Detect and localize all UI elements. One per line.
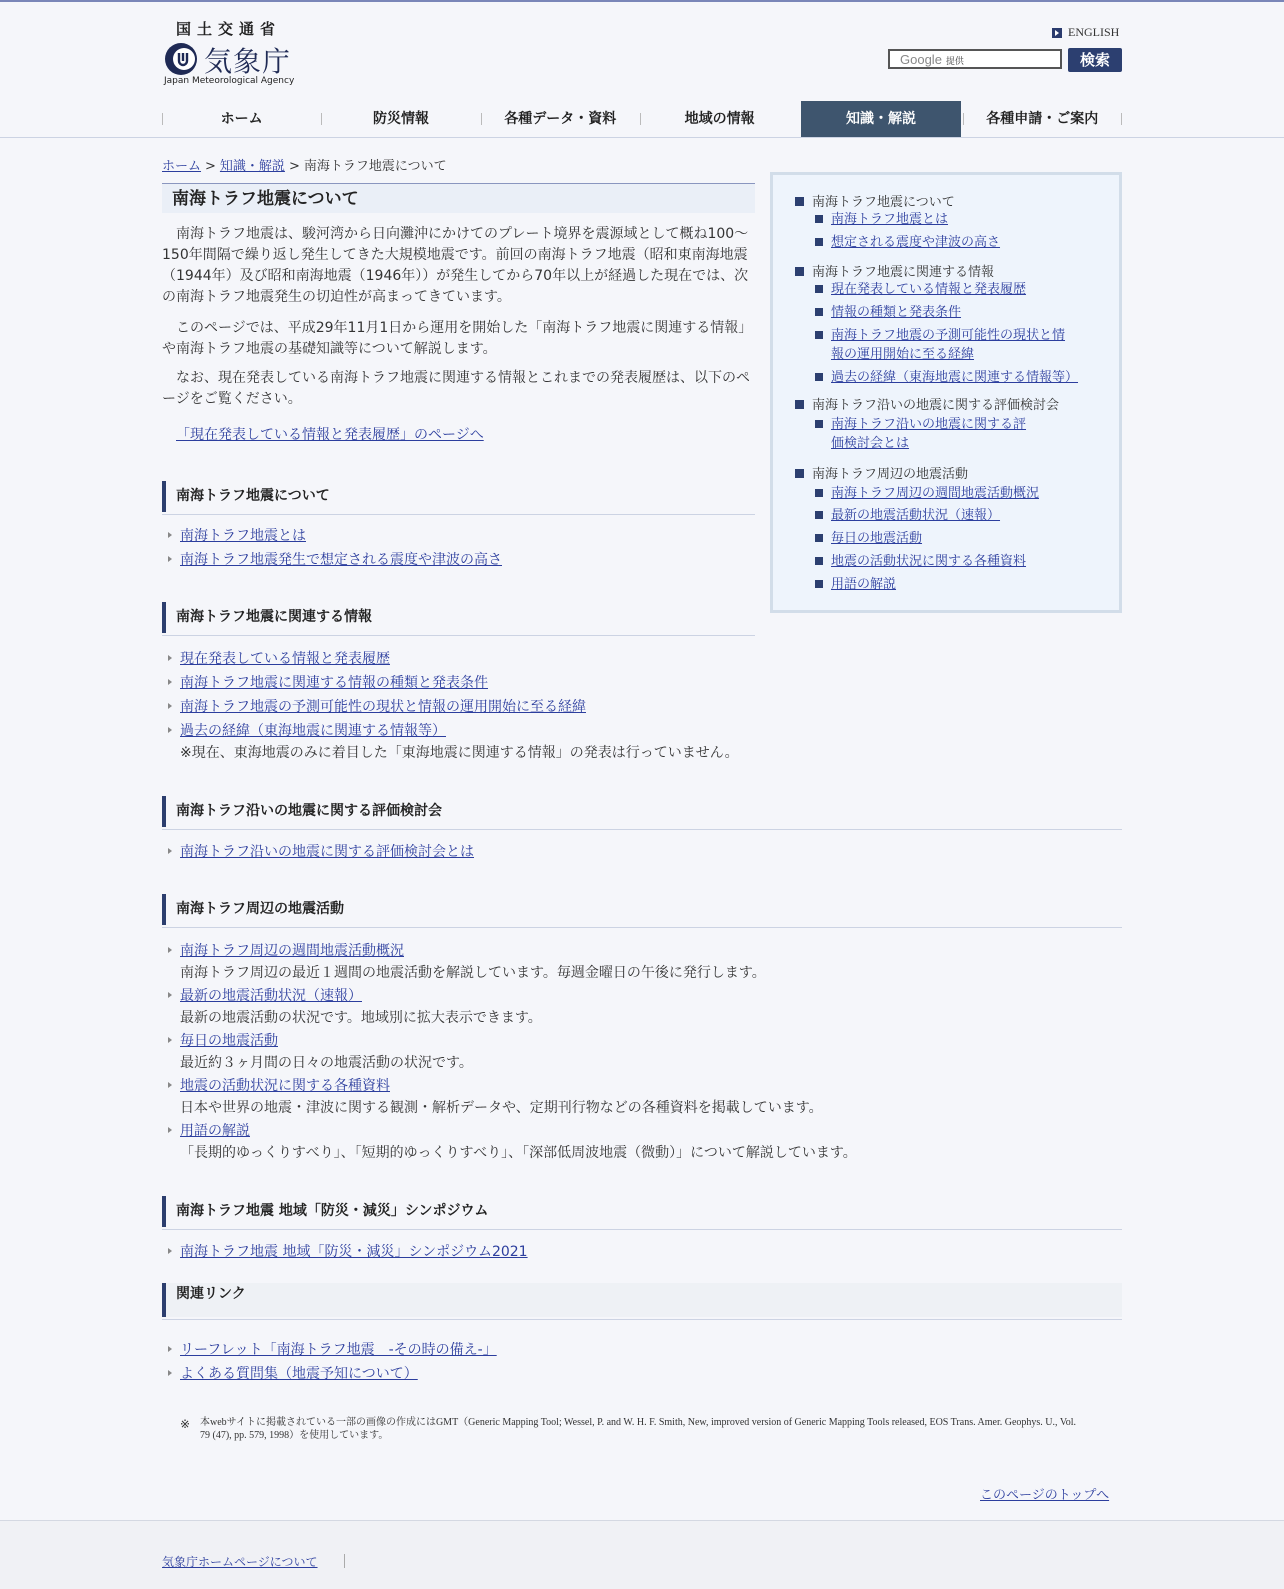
arrow-right-icon <box>168 703 172 709</box>
sidebar-item[interactable]: 過去の経緯（東海地震に関連する情報等） <box>815 368 1078 387</box>
arrow-right-icon <box>168 655 172 661</box>
footer-about-link[interactable]: 気象庁ホームページについて <box>162 1555 318 1569</box>
square-bullet-icon <box>795 400 804 409</box>
nav-knowledge[interactable]: 知識・解説 <box>801 101 960 137</box>
sidebar-item[interactable]: 南海トラフ周辺の週間地震活動概況 <box>815 484 1039 503</box>
nav-divider <box>0 137 1284 138</box>
sidebar-menu <box>770 172 1122 613</box>
arrow-right-icon <box>168 947 172 953</box>
section-heading-seismic-activity: 南海トラフ周辺の地震活動 <box>162 894 1122 925</box>
search-placeholder: Google <box>900 52 942 67</box>
section-heading-about: 南海トラフ地震について <box>162 481 755 512</box>
list-item-description: 南海トラフ周辺の最近１週間の地震活動を解説しています。毎週金曜日の午後に発行します。 <box>180 965 766 981</box>
square-bullet-icon <box>815 511 823 519</box>
arrow-right-icon <box>168 532 172 538</box>
breadcrumb-current: 南海トラフ地震について <box>303 159 447 174</box>
list-item-description: 「長期的ゆっくりすべり」、「短期的ゆっくりすべり」、「深部低周波地震（微動）」について解説しています。 <box>180 1145 857 1161</box>
nav-regional[interactable]: 地域の情報 <box>640 101 799 137</box>
arrow-right-icon <box>168 992 172 998</box>
sidebar-item[interactable]: 想定される震度や津波の高さ <box>815 233 1000 252</box>
list-item[interactable]: 毎日の地震活動 <box>168 1032 278 1050</box>
list-item[interactable]: 南海トラフ沿いの地震に関する評価検討会とは <box>168 843 474 861</box>
global-nav <box>162 101 1122 137</box>
nav-disaster-info[interactable]: 防災情報 <box>321 101 480 137</box>
sidebar-group-heading: 南海トラフ周辺の地震活動 <box>795 463 968 482</box>
section-heading-related-info: 南海トラフ地震に関連する情報 <box>162 602 755 633</box>
sidebar-item[interactable]: 南海トラフ沿いの地震に関する評価検討会とは <box>815 415 1035 453</box>
list-item[interactable]: 用語の解説 <box>168 1122 250 1140</box>
square-bullet-icon <box>815 557 823 565</box>
nav-applications[interactable]: 各種申請・ご案内 <box>963 101 1122 137</box>
nav-home[interactable]: ホーム <box>162 101 321 137</box>
sidebar-item[interactable]: 地震の活動状況に関する各種資料 <box>815 552 1026 571</box>
section-heading-related-links: 関連リンク <box>162 1283 1122 1317</box>
list-item[interactable]: 地震の活動状況に関する各種資料 <box>168 1077 390 1095</box>
sidebar-item[interactable]: 最新の地震活動状況（速報） <box>815 506 1000 525</box>
sidebar-item[interactable]: 南海トラフ地震の予測可能性の現状と情報の運用開始に至る経緯 <box>815 326 1075 364</box>
sidebar-item[interactable]: 現在発表している情報と発表履歴 <box>815 280 1026 299</box>
top-border <box>0 0 1284 2</box>
agency-name-en: Japan Meteorological Agency <box>164 76 295 86</box>
breadcrumb-knowledge[interactable]: 知識・解説 <box>219 159 285 174</box>
list-item[interactable]: 南海トラフ地震とは <box>168 527 306 545</box>
list-item[interactable]: 南海トラフ地震に関連する情報の種類と発表条件 <box>168 674 488 692</box>
arrow-right-icon <box>168 679 172 685</box>
footer-divider <box>344 1554 345 1568</box>
sidebar-group-heading: 南海トラフ沿いの地震に関する評価検討会 <box>795 394 1059 413</box>
sidebar-item[interactable]: 南海トラフ地震とは <box>815 210 948 229</box>
gmt-footnote <box>180 1416 1080 1442</box>
square-bullet-icon <box>795 267 804 276</box>
search-powered-by: 提供 <box>945 56 964 66</box>
footnote-text: 本webサイトに掲載されている一部の画像の作成にはGMT（Generic Mapping Tool; Wessel, P. and W. H. F. Smith, New, improved version of Generic Mapping Tools released, EOS Trans. Amer. Geophys. U., Vol. 79 (47), pp. 579, 1998）を使用しています。 <box>200 1417 1077 1441</box>
square-bullet-icon <box>795 197 804 206</box>
page-top-link[interactable]: このページのトップへ <box>980 1488 1110 1503</box>
square-bullet-icon <box>815 580 823 588</box>
sidebar-group-heading: 南海トラフ地震に関連する情報 <box>795 261 994 280</box>
list-item-description: 最近約３ヶ月間の日々の地震活動の状況です。 <box>180 1055 473 1071</box>
intro-paragraph-3: なお、現在発表している南海トラフ地震に関連する情報とこれまでの発表履歴は、以下のページをご覧ください。 <box>162 370 750 407</box>
breadcrumb-home[interactable]: ホーム <box>162 159 202 174</box>
arrow-right-icon <box>168 1346 172 1352</box>
square-bullet-icon <box>815 285 823 293</box>
list-item[interactable]: 過去の経緯（東海地震に関連する情報等） <box>168 722 446 740</box>
search-input[interactable] <box>888 49 1062 69</box>
list-item[interactable]: 南海トラフ地震発生で想定される震度や津波の高さ <box>168 551 502 569</box>
square-bullet-icon <box>815 238 823 246</box>
arrow-right-icon <box>168 848 172 854</box>
arrow-right-icon <box>168 1248 172 1254</box>
agency-name: 気象庁 <box>204 45 292 78</box>
jma-logo[interactable] <box>164 18 294 90</box>
search-button[interactable]: 検索 <box>1068 48 1122 72</box>
intro-paragraph-1: 南海トラフ地震は、駿河湾から日向灘沖にかけてのプレート境界を震源域として概ね100～150年間隔で繰り返し発生してきた大規模地震です。前回の南海トラフ地震（昭和東南海地震（1944年）及び昭和南海地震（1946年））が発生してから70年以上が経過した現在では、次の南海トラフ地震発生の切迫性が高まってきています。 <box>162 226 749 305</box>
square-bullet-icon <box>815 373 823 381</box>
square-bullet-icon <box>815 308 823 316</box>
list-item[interactable]: 南海トラフ地震の予測可能性の現状と情報の運用開始に至る経緯 <box>168 698 586 716</box>
breadcrumb: ホーム > 知識・解説 > 南海トラフ地震について <box>162 159 447 174</box>
nav-data[interactable]: 各種データ・資料 <box>481 101 640 137</box>
footer <box>0 1520 1284 1589</box>
arrow-square-icon <box>1052 28 1062 38</box>
square-bullet-icon <box>815 331 823 339</box>
arrow-right-icon <box>168 1082 172 1088</box>
list-item[interactable]: 南海トラフ地震 地域「防災・減災」シンポジウム2021 <box>168 1243 528 1261</box>
square-bullet-icon <box>815 215 823 223</box>
english-link-label: ENGLISH <box>1068 25 1120 39</box>
ministry-name: 国土交通省 <box>176 20 282 38</box>
intro-paragraph-2: このページでは、平成29年11月1日から運用を開始した「南海トラフ地震に関連する情報」や南海トラフ地震の基礎知識等について解説します。 <box>162 320 746 357</box>
list-item-description: 日本や世界の地震・津波に関する観測・解析データや、定期刊行物などの各種資料を掲載しています。 <box>180 1100 823 1116</box>
sidebar-item[interactable]: 用語の解説 <box>815 575 896 594</box>
list-item[interactable]: リーフレット「南海トラフ地震 -その時の備え-」 <box>168 1341 497 1359</box>
square-bullet-icon <box>815 420 823 428</box>
square-bullet-icon <box>815 534 823 542</box>
page-title: 南海トラフ地震について <box>162 183 755 213</box>
current-info-page-link[interactable]: 「現在発表している情報と発表履歴」のページへ <box>176 427 484 443</box>
arrow-right-icon <box>168 1127 172 1133</box>
list-item[interactable]: 現在発表している情報と発表履歴 <box>168 650 390 668</box>
square-bullet-icon <box>795 469 804 478</box>
sidebar-item[interactable]: 情報の種類と発表条件 <box>815 303 961 322</box>
sidebar-item[interactable]: 毎日の地震活動 <box>815 529 922 548</box>
arrow-right-icon <box>168 1037 172 1043</box>
tokai-note: ※現在、東海地震のみに着目した「東海地震に関連する情報」の発表は行っていません。 <box>180 745 739 761</box>
list-item-description: 最新の地震活動の状況です。地域別に拡大表示できます。 <box>180 1010 542 1026</box>
arrow-right-icon <box>168 1370 172 1376</box>
section-heading-symposium: 南海トラフ地震 地域「防災・減災」シンポジウム <box>162 1196 1122 1227</box>
list-item[interactable]: よくある質問集（地震予知について） <box>168 1365 418 1383</box>
jma-emblem-icon <box>164 42 198 76</box>
arrow-right-icon <box>168 727 172 733</box>
sidebar-group-heading: 南海トラフ地震について <box>795 191 955 210</box>
square-bullet-icon <box>815 489 823 497</box>
reference-mark: ※ <box>180 1417 191 1431</box>
english-link[interactable] <box>1052 25 1119 40</box>
list-item[interactable]: 南海トラフ周辺の週間地震活動概況 <box>168 942 404 960</box>
section-heading-evaluation: 南海トラフ沿いの地震に関する評価検討会 <box>162 796 1122 827</box>
arrow-right-icon <box>168 556 172 562</box>
list-item[interactable]: 最新の地震活動状況（速報） <box>168 987 362 1005</box>
